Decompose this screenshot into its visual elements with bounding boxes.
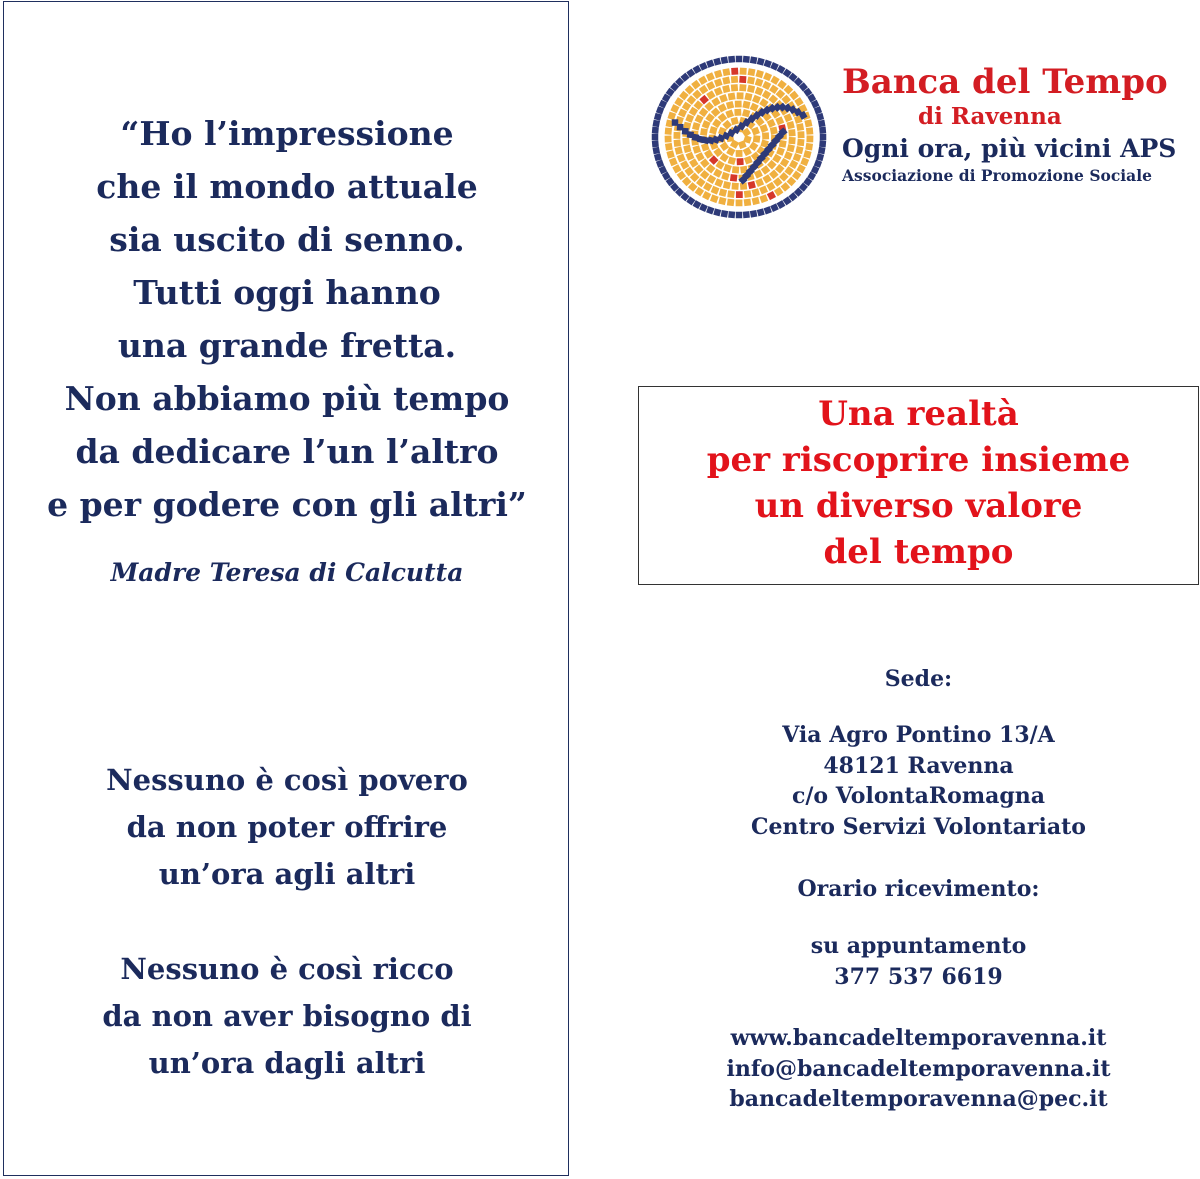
quote-line: “Ho l’impressione	[120, 114, 454, 153]
headline-line: del tempo	[823, 532, 1014, 572]
saying-line: da non aver bisogno di	[102, 999, 472, 1033]
links-block	[638, 1023, 1199, 1115]
headline-line: un diverso valore	[754, 486, 1083, 526]
saying-line: un’ora dagli altri	[148, 1046, 426, 1080]
address-block	[638, 720, 1199, 842]
pec-email-link[interactable]: bancadeltemporavenna@pec.it	[729, 1086, 1108, 1112]
sede-label: Sede:	[884, 666, 953, 692]
headline-line: per riscoprire insieme	[706, 440, 1131, 480]
saying-line: Nessuno è così povero	[106, 763, 468, 797]
saying-line: da non poter offrire	[126, 810, 448, 844]
quote-line: sia uscito di senno.	[109, 220, 465, 259]
quote-line: Tutti oggi hanno	[133, 273, 441, 312]
left-panel	[3, 1, 569, 1176]
saying-line: Nessuno è così ricco	[120, 952, 454, 986]
brand-subtitle: Associazione di Promozione Sociale	[842, 166, 1152, 185]
address-line: Centro Servizi Volontariato	[751, 813, 1086, 840]
quote-line: che il mondo attuale	[96, 167, 478, 206]
quote-line: Non abbiamo più tempo	[64, 379, 510, 418]
email-link[interactable]: info@bancadeltemporavenna.it	[726, 1055, 1111, 1082]
appointment-text: su appuntamento	[810, 933, 1027, 959]
quote-author: Madre Teresa di Calcutta	[110, 558, 464, 587]
quote-line: da dedicare l’un l’altro	[75, 432, 499, 471]
headline-line: Una realtà	[818, 394, 1019, 434]
address-line: Via Agro Pontino 13/A	[782, 722, 1055, 748]
phone-number[interactable]: 377 537 6619	[834, 963, 1003, 990]
address-line: 48121 Ravenna	[823, 752, 1014, 779]
website-link[interactable]: www.bancadeltemporavenna.it	[730, 1025, 1107, 1051]
hours-block	[638, 931, 1199, 992]
mosaic-logo-icon	[647, 52, 832, 222]
quote	[4, 107, 570, 531]
address-line: c/o VolontaRomagna	[791, 783, 1046, 809]
brand-tagline: Ogni ora, più vicini APS	[842, 134, 1177, 163]
quote-line: e per godere con gli altri”	[47, 485, 527, 524]
brand-title: Banca del Tempo	[842, 62, 1168, 102]
headline-box	[638, 386, 1199, 585]
saying-rich	[4, 946, 570, 1087]
quote-line: una grande fretta.	[117, 326, 457, 365]
saying-line: un’ora agli altri	[158, 857, 416, 891]
brand-city: di Ravenna	[918, 103, 1062, 130]
brand-block	[842, 62, 1187, 186]
saying-poor	[4, 757, 570, 898]
hours-label: Orario ricevimento:	[797, 876, 1040, 902]
